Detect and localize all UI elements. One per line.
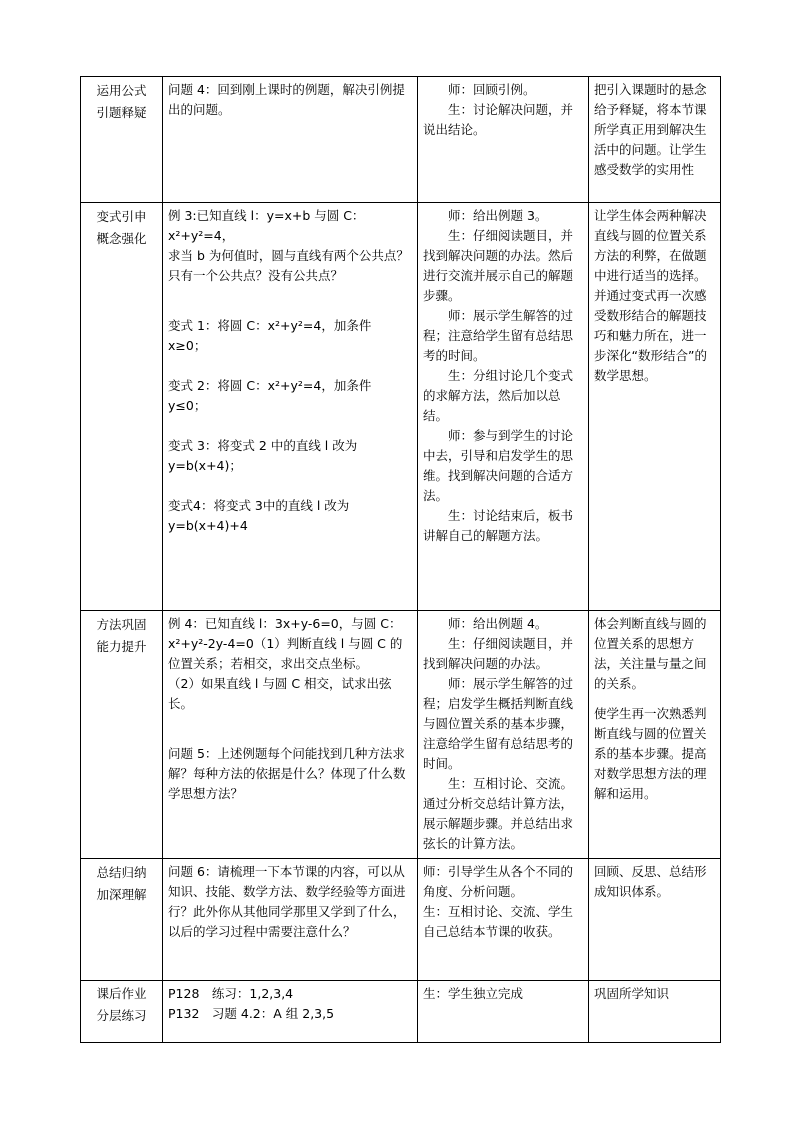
question-text: 问题 5：上述例题每个问能找到几种方法求解？每种方法的依据是什么？体现了什么数学思想方法？ [168, 746, 406, 801]
intent-text: 回顾、反思、总结形成知识体系。 [594, 864, 707, 899]
content-cell [163, 77, 418, 203]
activity-text: 师：给出例题 3。 [448, 208, 548, 223]
intent-text: 使学生再一次熟悉判断直线与圆的位置关系的基本步骤。提高对数学思想方法的理解和运用。 [594, 706, 707, 801]
activity-text: 生：仔细阅读题目，并找到解决问题的办法。然后进行交流并展示自己的解题步骤。 [423, 228, 574, 303]
variant-text: 变式 1：将圆 C：x²+y²=4，加条件 x≥0； [168, 318, 372, 353]
content-cell [163, 611, 418, 859]
variant-text: 变式 2：将圆 C：x²+y²=4，加条件 y≤0； [168, 378, 372, 413]
activity-text: 生：互相讨论、交流、学生自己总结本节课的收获。 [423, 904, 574, 939]
intent-cell [589, 981, 721, 1043]
intent-text: 巩固所学知识 [594, 986, 670, 1001]
stage-cell [81, 611, 163, 859]
activity-text: 师：回顾引例。 [448, 82, 536, 97]
intent-text: 让学生体会两种解决直线与圆的位置关系方法的利弊，在做题中进行适当的选择。并通过变式再一次感受数形结合的解题技巧和魅力所在，进一步深化“数形结合”的数学思想。 [594, 208, 707, 383]
intent-cell [589, 77, 721, 203]
example-text: 例 4：已知直线 l：3x+y-6=0，与圆 C：x²+y²-2y-4=0（1）判断直线 l 与圆 C 的位置关系；若相交，求出交点坐标。 [168, 616, 403, 671]
variant-text: 变式4：将变式 3中的直线 l 改为 y=b(x+4)+4 [168, 498, 350, 533]
intent-cell [589, 203, 721, 611]
activity-text: 师：展示学生解答的过程；注意给学生留有总结思考的时间。 [423, 308, 574, 363]
table-row [81, 981, 721, 1043]
activity-text: 生：讨论结束后，板书讲解自己的解题方法。 [423, 508, 574, 543]
stage-label: 变式引申 [96, 209, 147, 224]
stage-label: 总结归纳 [96, 865, 147, 880]
homework-text: P132 习题 4.2：A 组 2,3,5 [168, 1006, 335, 1021]
activity-text: 师：参与到学生的讨论中去，引导和启发学生的思维。找到解决问题的合适方法。 [423, 428, 574, 503]
intent-text: 体会判断直线与圆的位置关系的思想方法，关注量与量之间的关系。 [594, 616, 707, 691]
table-row [81, 859, 721, 981]
stage-cell [81, 77, 163, 203]
activity-text: 生：讨论解决问题，并说出结论。 [423, 102, 574, 137]
content-text: 问题 4：回到刚上课时的例题，解决引例提出的问题。 [168, 82, 405, 117]
activity-text: 生：互相讨论、交流。通过分析交总结计算方法，展示解题步骤。并总结出求弦长的计算方法。 [423, 776, 574, 851]
lesson-plan-table [80, 76, 721, 1043]
homework-text: P128 练习：1,2,3,4 [168, 986, 294, 1001]
activity-text: 生：分组讨论几个变式的求解方法，然后加以总结。 [423, 368, 574, 423]
stage-label: 方法巩固 [96, 617, 147, 632]
stage-label: 运用公式 [96, 83, 147, 98]
content-cell [163, 203, 418, 611]
table-row [81, 611, 721, 859]
table-row [81, 203, 721, 611]
stage-cell [81, 981, 163, 1043]
intent-cell [589, 859, 721, 981]
activity-text: 生：学生独立完成 [423, 986, 524, 1001]
activity-text: 师：引导学生从各个不同的角度、分析问题。 [423, 864, 574, 899]
example-question: 求当 b 为何值时，圆与直线有两个公共点？只有一个公共点？没有公共点？ [168, 248, 409, 283]
stage-label: 加深理解 [96, 887, 147, 902]
activity-text: 生：仔细阅读题目，并找到解决问题的办法。 [423, 636, 574, 671]
stage-label: 能力提升 [96, 639, 147, 654]
activity-cell [418, 981, 589, 1043]
stage-label: 引题释疑 [96, 105, 147, 120]
example-text: 例 3:已知直线 l：y=x+b 与圆 C：x²+y²=4， [168, 208, 365, 243]
stage-cell [81, 203, 163, 611]
activity-cell [418, 77, 589, 203]
intent-cell [589, 611, 721, 859]
table-row [81, 77, 721, 203]
variant-text: 变式 3：将变式 2 中的直线 l 改为 y=b(x+4)； [168, 438, 358, 473]
activity-text: 师：给出例题 4。 [448, 616, 548, 631]
activity-cell [418, 611, 589, 859]
content-cell [163, 981, 418, 1043]
intent-text: 把引入课题时的悬念给予释疑，将本节课所学真正用到解决生活中的问题。让学生感受数学的实用性 [594, 82, 707, 177]
example-text: （2）如果直线 l 与圆 C 相交，试求出弦长。 [168, 676, 392, 711]
stage-label: 分层练习 [96, 1008, 147, 1023]
stage-label: 概念强化 [96, 231, 147, 246]
activity-cell [418, 859, 589, 981]
activity-cell [418, 203, 589, 611]
stage-label: 课后作业 [96, 986, 147, 1001]
content-cell [163, 859, 418, 981]
stage-cell [81, 859, 163, 981]
question-text: 问题 6：请梳理一下本节课的内容，可以从知识、技能、数学方法、数学经验等方面进行？此外你从其他同学那里又学到了什么，以后的学习过程中需要注意什么？ [168, 864, 406, 939]
activity-text: 师：展示学生解答的过程；启发学生概括判断直线与圆位置关系的基本步骤，注意给学生留有总结思考的时间。 [423, 676, 574, 771]
